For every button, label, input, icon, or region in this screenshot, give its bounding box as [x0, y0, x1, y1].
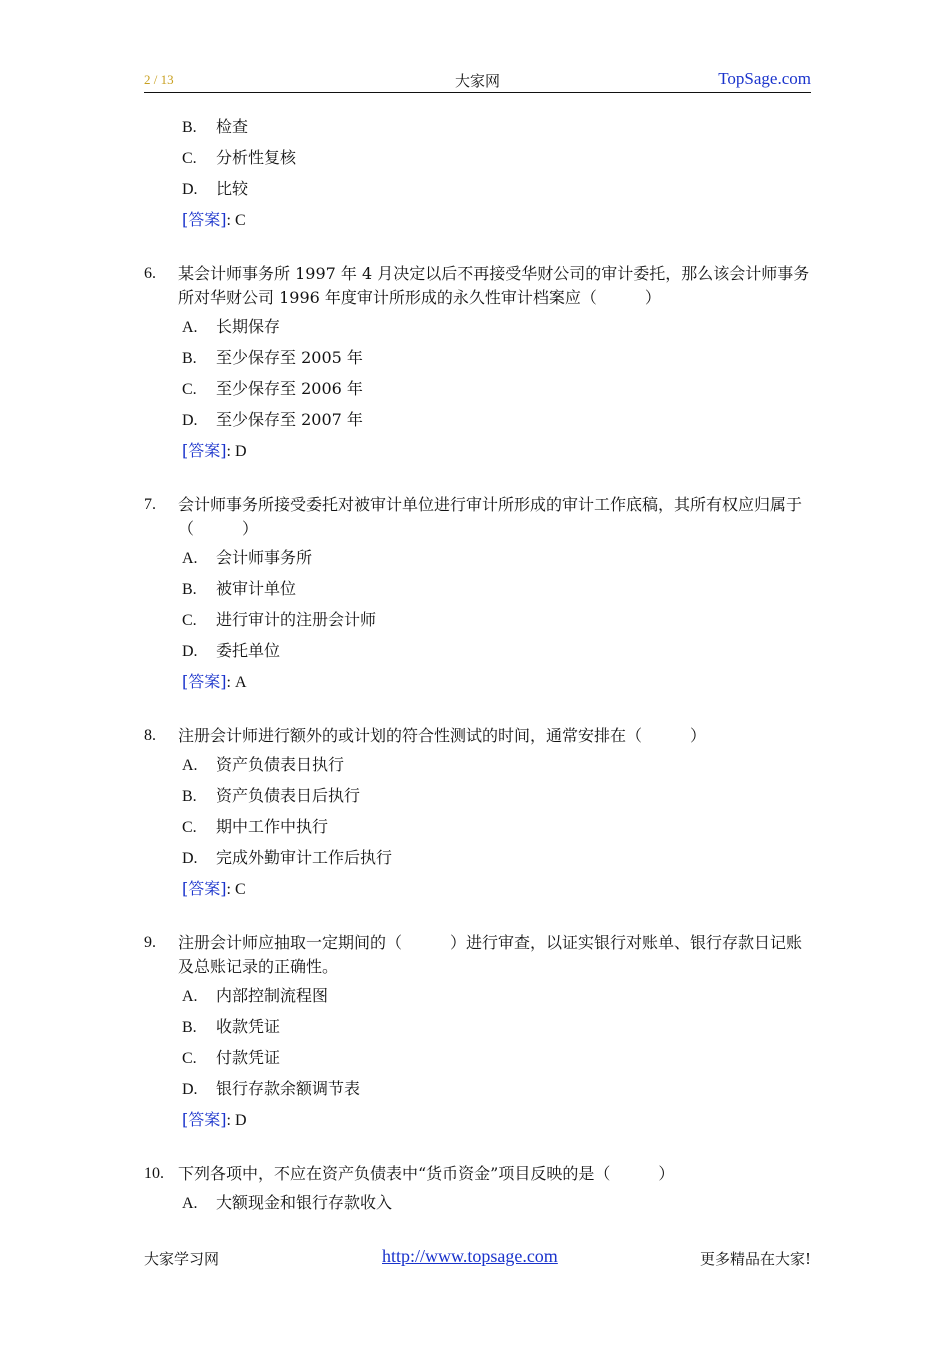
option-letter: A. — [182, 550, 198, 567]
answer-line — [144, 878, 812, 909]
option-b — [144, 1016, 812, 1047]
option-b — [144, 116, 812, 147]
answer-value: : D — [226, 1112, 247, 1129]
option-letter: B. — [182, 119, 197, 136]
answer-tag: [答案] — [182, 1110, 227, 1129]
option-letter: C. — [182, 150, 197, 167]
option-text: 银行存款余额调节表 — [216, 1079, 361, 1098]
option-a — [144, 1192, 812, 1223]
answer-value: : C — [226, 212, 246, 229]
question-stem — [144, 931, 812, 979]
question-number: 7. — [144, 496, 156, 513]
footer-tagline: 更多精品在大家! — [699, 1250, 811, 1268]
option-c — [144, 1047, 812, 1078]
option-a — [144, 316, 812, 347]
option-b — [144, 785, 812, 816]
question-8 — [144, 724, 812, 909]
question-9 — [144, 931, 812, 1140]
page-footer — [144, 1246, 811, 1270]
footer-site-name: 大家学习网 — [144, 1250, 220, 1268]
question-7 — [144, 493, 812, 702]
option-text: 至少保存至 2005 年 — [216, 348, 363, 367]
option-letter: A. — [182, 988, 198, 1005]
question-text: 注册会计师应抽取一定期间的（ ）进行审查，以证实银行对账单、银行存款日记账及总账记录的正确性。 — [178, 933, 803, 976]
header-site-name: 大家网 — [454, 72, 500, 90]
answer-value: : C — [226, 881, 246, 898]
option-text: 期中工作中执行 — [216, 817, 329, 836]
answer-value: : D — [226, 443, 247, 460]
option-c — [144, 816, 812, 847]
option-letter: C. — [182, 381, 197, 398]
question-text: 下列各项中，不应在资产负债表中“货币资金”项目反映的是（ ） — [178, 1164, 675, 1183]
option-letter: A. — [182, 1195, 198, 1212]
answer-line — [144, 440, 812, 471]
option-text: 资产负债表日后执行 — [216, 786, 361, 805]
option-c — [144, 147, 812, 178]
option-letter: C. — [182, 819, 197, 836]
option-a — [144, 754, 812, 785]
page-header — [144, 68, 811, 93]
question-stem — [144, 262, 812, 310]
question-10 — [144, 1162, 812, 1223]
option-text: 至少保存至 2007 年 — [216, 410, 363, 429]
answer-tag: [答案] — [182, 879, 227, 898]
question-text: 某会计师事务所 1997 年 4 月决定以后不再接受华财公司的审计委托，那么该会计师事务所对华财公司 1996 年度审计所形成的永久性审计档案应（ ） — [178, 264, 810, 307]
option-letter: D. — [182, 850, 198, 867]
question-list — [144, 116, 812, 1223]
option-letter: D. — [182, 1081, 198, 1098]
option-letter: B. — [182, 788, 197, 805]
question-stem — [144, 1162, 812, 1186]
option-d — [144, 409, 812, 440]
option-letter: C. — [182, 1050, 197, 1067]
option-text: 被审计单位 — [216, 579, 297, 598]
option-text: 长期保存 — [216, 317, 281, 336]
option-b — [144, 347, 812, 378]
option-text: 检查 — [216, 117, 249, 136]
option-text: 大额现金和银行存款收入 — [216, 1193, 393, 1212]
question-stem — [144, 724, 812, 748]
option-letter: B. — [182, 581, 197, 598]
option-d — [144, 178, 812, 209]
question-number: 10. — [144, 1165, 164, 1182]
header-site-domain[interactable]: TopSage.com — [718, 69, 811, 88]
question-number: 6. — [144, 265, 156, 282]
option-letter: C. — [182, 612, 197, 629]
answer-line — [144, 209, 812, 240]
option-text: 会计师事务所 — [216, 548, 313, 567]
option-b — [144, 578, 812, 609]
question-6 — [144, 262, 812, 471]
option-letter: D. — [182, 412, 198, 429]
option-text: 进行审计的注册会计师 — [216, 610, 377, 629]
question-text: 注册会计师进行额外的或计划的符合性测试的时间，通常安排在（ ） — [178, 726, 707, 745]
option-letter: D. — [182, 643, 198, 660]
option-text: 比较 — [216, 179, 249, 198]
option-text: 至少保存至 2006 年 — [216, 379, 363, 398]
option-letter: D. — [182, 181, 198, 198]
option-text: 委托单位 — [216, 641, 281, 660]
answer-line — [144, 671, 812, 702]
option-letter: A. — [182, 319, 198, 336]
answer-tag: [答案] — [182, 210, 227, 229]
option-a — [144, 547, 812, 578]
option-text: 分析性复核 — [216, 148, 297, 167]
option-letter: B. — [182, 350, 197, 367]
answer-tag: [答案] — [182, 672, 227, 691]
footer-url-link[interactable]: http://www.topsage.com — [382, 1246, 558, 1266]
option-text: 完成外勤审计工作后执行 — [216, 848, 393, 867]
answer-tag: [答案] — [182, 441, 227, 460]
option-text: 内部控制流程图 — [216, 986, 329, 1005]
answer-line — [144, 1109, 812, 1140]
question-5-tail — [144, 116, 812, 240]
option-text: 资产负债表日执行 — [216, 755, 345, 774]
question-text: 会计师事务所接受委托对被审计单位进行审计所形成的审计工作底稿，其所有权应归属于（ ） — [178, 495, 803, 538]
option-c — [144, 378, 812, 409]
answer-value: : A — [226, 674, 247, 691]
option-c — [144, 609, 812, 640]
page-number: 2 / 13 — [144, 72, 174, 87]
option-d — [144, 1078, 812, 1109]
option-a — [144, 985, 812, 1016]
question-number: 9. — [144, 934, 156, 951]
option-text: 收款凭证 — [216, 1017, 281, 1036]
question-number: 8. — [144, 727, 156, 744]
option-letter: A. — [182, 757, 198, 774]
question-stem — [144, 493, 812, 541]
option-letter: B. — [182, 1019, 197, 1036]
option-d — [144, 847, 812, 878]
option-text: 付款凭证 — [216, 1048, 281, 1067]
option-d — [144, 640, 812, 671]
